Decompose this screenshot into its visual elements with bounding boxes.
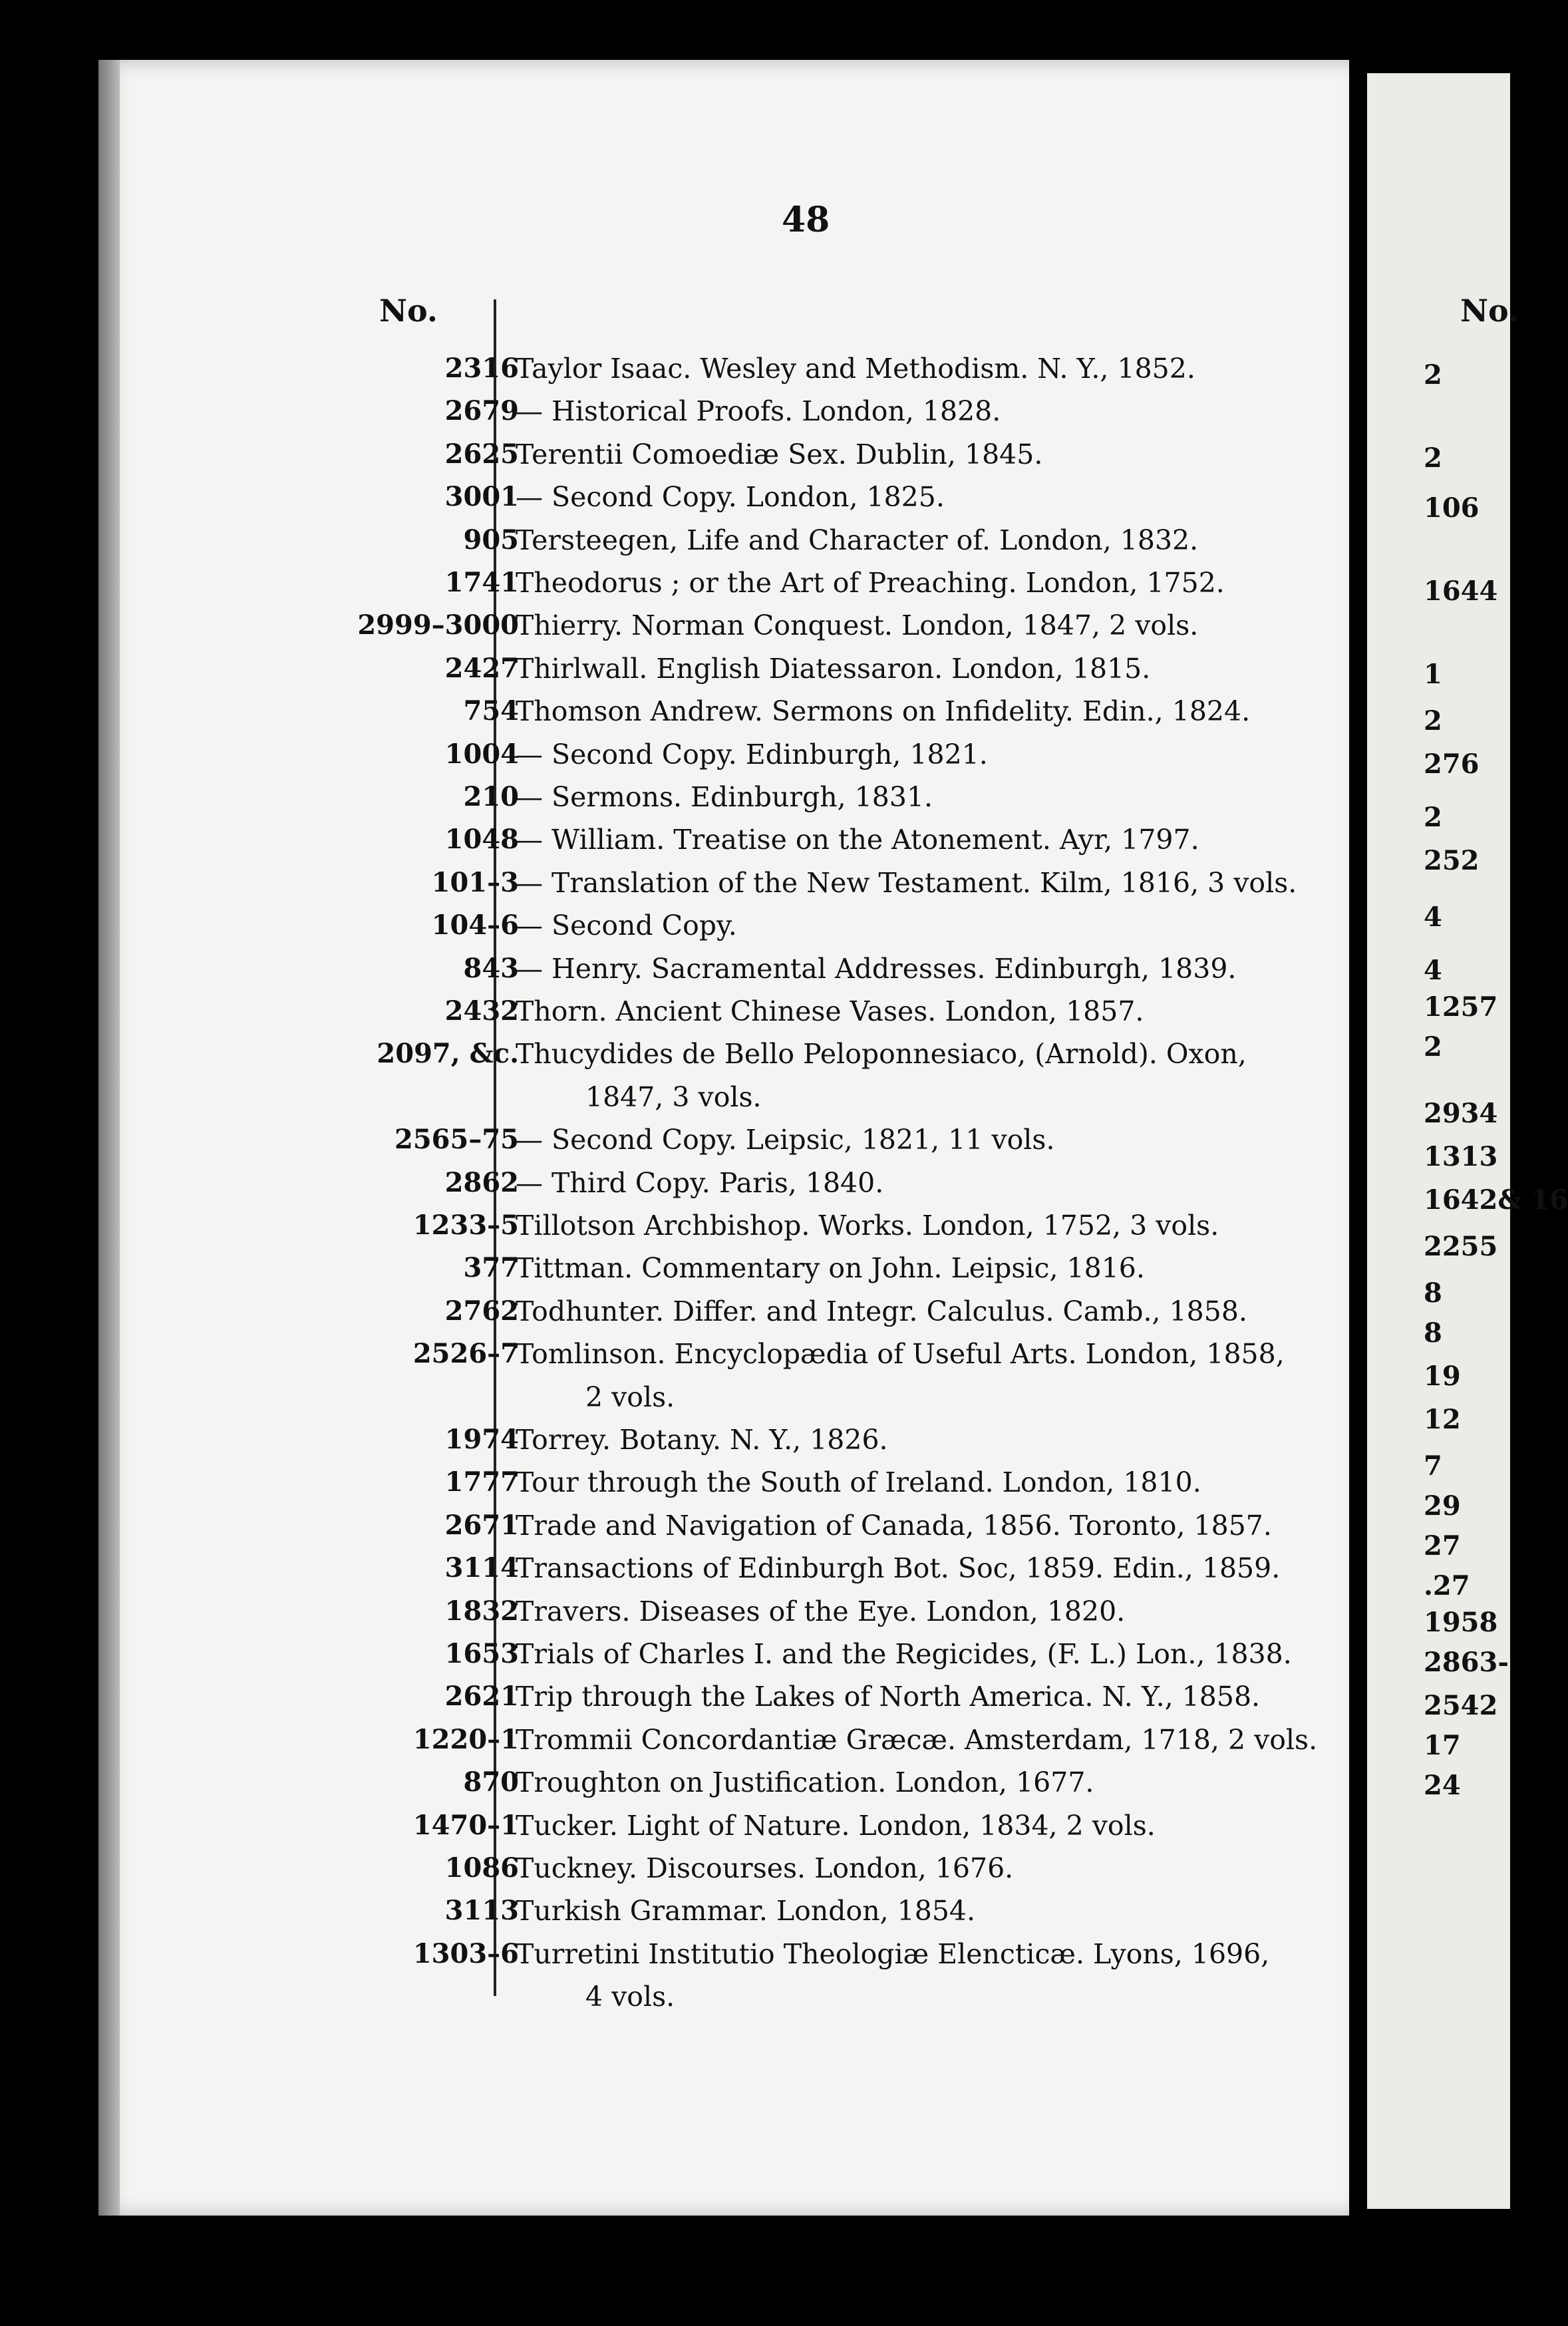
entry-text: Travers. Diseases of the Eye. London, 1820. [516, 1595, 1126, 1627]
next-page-number: 2542 [1424, 1690, 1498, 1721]
next-page-number: 2 [1424, 359, 1442, 391]
next-page-number: 1642& 16 [1424, 1184, 1568, 1216]
entry-number: 1974 [444, 1424, 519, 1455]
entry-text: Tuckney. Discourses. London, 1676. [516, 1852, 1014, 1884]
entry-number: 1653 [444, 1638, 519, 1669]
entry-text: Thirlwall. English Diatessaron. London, 1815. [516, 652, 1151, 685]
entry-text-continuation: 1847, 3 vols. [585, 1080, 762, 1113]
entry-text: Turretini Institutio Theologiæ Elencticæ. Lyons, 1696, [516, 1937, 1270, 1970]
entry-number: 905 [463, 524, 519, 556]
entry-text: — Second Copy. Edinburgh, 1821. [516, 738, 988, 770]
entry-number: 1777 [444, 1466, 519, 1498]
entry-number: 754 [463, 695, 519, 727]
entry-text: Transactions of Edinburgh Bot. Soc, 1859. Edin., 1859. [516, 1552, 1281, 1585]
entry-text: — Second Copy. London, 1825. [516, 481, 945, 514]
next-page-number: 252 [1424, 845, 1480, 876]
next-page-number: 2934 [1424, 1098, 1498, 1129]
entry-text: Thorn. Ancient Chinese Vases. London, 1857. [516, 995, 1144, 1027]
next-page-number: 1958 [1424, 1607, 1498, 1638]
entry-text: Terentii Comoediæ Sex. Dublin, 1845. [516, 438, 1043, 470]
next-page-number: 27 [1424, 1530, 1461, 1562]
entry-text: Tersteegen, Life and Character of. London, 1832. [516, 524, 1199, 556]
entry-number: 210 [463, 781, 519, 812]
entry-text: — Third Copy. Paris, 1840. [516, 1166, 884, 1199]
next-page-number: 4 [1424, 955, 1442, 986]
entry-number: 2862 [444, 1166, 519, 1198]
next-page-number: 2863- [1424, 1647, 1509, 1678]
next-page-number: 8 [1424, 1277, 1442, 1309]
entry-text: Thomson Andrew. Sermons on Infidelity. Edin., 1824. [516, 695, 1251, 728]
page-number: 48 [782, 200, 830, 240]
entry-text: Trommii Concordantiæ Græcæ. Amsterdam, 1718, 2 vols. [516, 1723, 1318, 1756]
entry-number: 843 [463, 952, 519, 984]
entry-text: Thucydides de Bello Peloponnesiaco, (Arnold). Oxon, [516, 1038, 1247, 1071]
entry-text: Turkish Grammar. London, 1854. [516, 1895, 976, 1927]
next-page-number: 2255 [1424, 1231, 1498, 1262]
next-page-number: 8 [1424, 1317, 1442, 1349]
entry-text: — Second Copy. Leipsic, 1821, 11 vols. [516, 1124, 1055, 1156]
entry-text: Taylor Isaac. Wesley and Methodism. N. Y., 1852. [516, 353, 1195, 385]
next-page-number: 4 [1424, 902, 1442, 933]
next-page-number: 106 [1424, 492, 1480, 524]
entry-number: 2625 [444, 438, 519, 470]
entry-number: 2762 [444, 1295, 519, 1327]
page-gutter [98, 60, 120, 2216]
next-page-number: 29 [1424, 1490, 1461, 1522]
entry-number: 2565–75 [394, 1124, 519, 1156]
entry-number: 2621 [444, 1681, 519, 1713]
entry-number: 1832 [444, 1595, 519, 1627]
entry-number: 2316 [444, 353, 519, 384]
next-page-number: 1257 [1424, 991, 1498, 1023]
entry-number: 870 [463, 1766, 519, 1798]
next-page-number: .27 [1424, 1570, 1470, 1601]
entry-text-continuation: 2 vols. [585, 1381, 675, 1413]
entry-number: 1303–6 [412, 1937, 519, 1969]
next-page-number: 2 [1424, 1031, 1442, 1063]
entry-number: 3001 [444, 481, 519, 513]
entry-number: 2097, &c. [377, 1038, 519, 1070]
entry-number: 1004 [444, 738, 519, 770]
entry-number: 2427 [444, 652, 519, 684]
entry-number: 1220–1 [412, 1723, 519, 1755]
entry-text: Tillotson Archbishop. Works. London, 1752, 3 vols. [516, 1210, 1219, 1242]
next-page-number: 12 [1424, 1404, 1461, 1435]
entry-number: 2526–7 [412, 1338, 519, 1370]
entry-number: 1048 [444, 824, 519, 856]
entry-number: 2432 [444, 995, 519, 1027]
entry-number: 2679 [444, 395, 519, 427]
next-page-number: 19 [1424, 1361, 1461, 1392]
entry-number: 2999–3000 [357, 609, 519, 641]
next-page-number: 24 [1424, 1770, 1461, 1801]
entry-number: 3113 [444, 1895, 519, 1927]
entry-text: Tomlinson. Encyclopædia of Useful Arts. London, 1858, [516, 1338, 1285, 1371]
entry-text: — Second Copy. [516, 910, 737, 942]
entry-text: Trade and Navigation of Canada, 1856. Toronto, 1857. [516, 1509, 1272, 1542]
entry-text: Theodorus ; or the Art of Preaching. London, 1752. [516, 567, 1225, 599]
entry-number: 3114 [444, 1552, 519, 1584]
entry-text: Todhunter. Differ. and Integr. Calculus. Camb., 1858. [516, 1295, 1247, 1327]
entry-text: Tucker. Light of Nature. London, 1834, 2 vols. [516, 1809, 1156, 1842]
entry-number: 1470–1 [412, 1809, 519, 1841]
next-page-column-header: No. [1460, 293, 1519, 329]
entry-number: 2671 [444, 1509, 519, 1541]
entry-number: 1741 [444, 567, 519, 598]
next-page-number: 1 [1424, 659, 1442, 690]
next-page-number: 2 [1424, 442, 1442, 474]
entry-text: — Sermons. Edinburgh, 1831. [516, 781, 933, 813]
entry-text: Trip through the Lakes of North America. N. Y., 1858. [516, 1681, 1261, 1713]
entry-text-continuation: 4 vols. [585, 1981, 675, 2013]
next-page-number: 17 [1424, 1730, 1461, 1761]
next-page-number: 2 [1424, 802, 1442, 833]
entry-number: 1086 [444, 1852, 519, 1884]
entry-text: — Translation of the New Testament. Kilm, 1816, 3 vols. [516, 866, 1297, 899]
entry-number: 104–6 [431, 910, 519, 941]
entry-text: Tittman. Commentary on John. Leipsic, 1816. [516, 1252, 1145, 1285]
next-page-number: 276 [1424, 748, 1480, 780]
entry-text: Thierry. Norman Conquest. London, 1847, 2 vols. [516, 609, 1199, 642]
entry-number: 377 [463, 1252, 519, 1284]
number-column-header: No. [379, 293, 438, 329]
entry-text: Torrey. Botany. N. Y., 1826. [516, 1424, 888, 1456]
entry-number: 101–3 [431, 866, 519, 898]
entry-text: — Henry. Sacramental Addresses. Edinburgh, 1839. [516, 952, 1237, 985]
next-page-number: 1313 [1424, 1141, 1498, 1172]
next-page-number: 1644 [1424, 576, 1498, 607]
entry-text: Troughton on Justification. London, 1677. [516, 1766, 1094, 1799]
entry-number: 1233–5 [412, 1210, 519, 1241]
entry-text: Trials of Charles I. and the Regicides, (F. L.) Lon., 1838. [516, 1638, 1292, 1670]
next-page-number: 2 [1424, 705, 1442, 737]
entry-text: — William. Treatise on the Atonement. Ayr, 1797. [516, 824, 1199, 856]
entry-text: — Historical Proofs. London, 1828. [516, 395, 1001, 428]
next-page-number: 7 [1424, 1450, 1442, 1482]
entry-text: Tour through the South of Ireland. London, 1810. [516, 1466, 1201, 1499]
